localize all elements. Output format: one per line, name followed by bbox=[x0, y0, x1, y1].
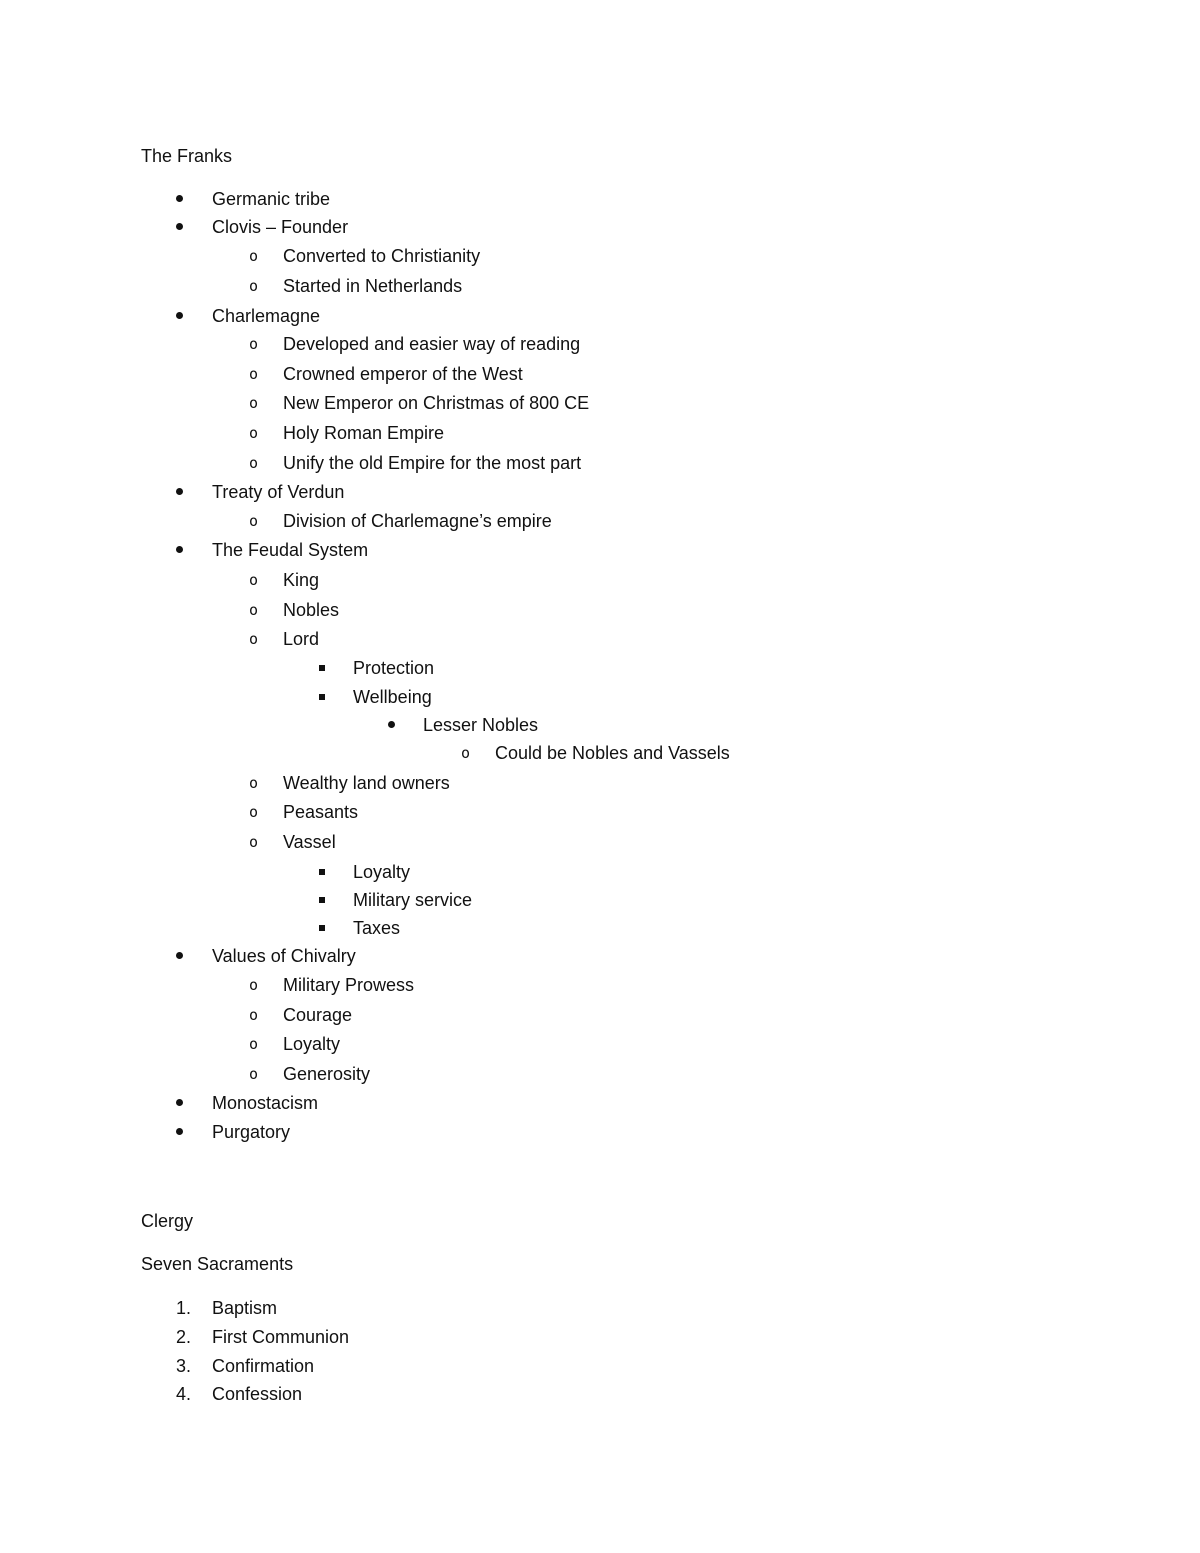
square-bullet-icon bbox=[319, 917, 326, 939]
list-number: 3. bbox=[176, 1356, 192, 1376]
bullet-icon bbox=[176, 188, 184, 210]
square-bullet-icon bbox=[319, 686, 326, 708]
list-item: Confession bbox=[212, 1384, 303, 1404]
list-item: Nobles bbox=[283, 600, 340, 620]
bullet-icon bbox=[176, 945, 184, 967]
circle-bullet-icon: o bbox=[249, 630, 259, 648]
list-item: Developed and easier way of reading bbox=[283, 334, 581, 354]
list-item: Clovis – Founder bbox=[212, 217, 349, 237]
list-number: 1. bbox=[176, 1298, 192, 1318]
list-item: The Feudal System bbox=[212, 540, 369, 560]
list-item: Germanic tribe bbox=[212, 189, 331, 209]
list-item: Taxes bbox=[353, 918, 401, 938]
circle-bullet-icon: o bbox=[249, 247, 259, 265]
list-item: Loyalty bbox=[283, 1034, 341, 1054]
circle-bullet-icon: o bbox=[249, 1035, 259, 1053]
circle-bullet-icon: o bbox=[249, 512, 259, 530]
bullet-icon bbox=[176, 539, 184, 561]
circle-bullet-icon: o bbox=[249, 571, 259, 589]
square-bullet-icon bbox=[319, 861, 326, 883]
list-item: Military Prowess bbox=[283, 975, 415, 995]
circle-bullet-icon: o bbox=[249, 1065, 259, 1083]
list-item: Division of Charlemagne’s empire bbox=[283, 511, 552, 531]
list-item: Crowned emperor of the West bbox=[283, 364, 523, 384]
list-item: Purgatory bbox=[212, 1122, 291, 1142]
heading-clergy: Clergy bbox=[141, 1211, 194, 1231]
list-item: Vassel bbox=[283, 832, 336, 852]
bullet-icon bbox=[176, 305, 184, 327]
list-item: Values of Chivalry bbox=[212, 946, 356, 966]
circle-bullet-icon: o bbox=[249, 774, 259, 792]
list-item: Generosity bbox=[283, 1064, 371, 1084]
list-item: Converted to Christianity bbox=[283, 246, 481, 266]
circle-bullet-icon: o bbox=[249, 335, 259, 353]
bullet-icon bbox=[176, 1092, 184, 1114]
list-item: King bbox=[283, 570, 320, 590]
square-bullet-icon bbox=[319, 657, 326, 679]
list-number: 4. bbox=[176, 1384, 192, 1404]
bullet-icon bbox=[176, 216, 184, 238]
circle-bullet-icon: o bbox=[249, 1006, 259, 1024]
circle-bullet-icon: o bbox=[249, 365, 259, 383]
list-item: Lesser Nobles bbox=[423, 715, 539, 735]
list-item: Unify the old Empire for the most part bbox=[283, 453, 582, 473]
list-item: Holy Roman Empire bbox=[283, 423, 445, 443]
list-item: New Emperor on Christmas of 800 CE bbox=[283, 393, 590, 413]
list-item: Protection bbox=[353, 658, 435, 678]
circle-bullet-icon: o bbox=[461, 744, 471, 762]
bullet-icon bbox=[176, 1121, 184, 1143]
list-item: Charlemagne bbox=[212, 306, 321, 326]
circle-bullet-icon: o bbox=[249, 833, 259, 851]
list-item: Confirmation bbox=[212, 1356, 315, 1376]
list-item: Wellbeing bbox=[353, 687, 432, 707]
heading-the-franks: The Franks bbox=[141, 146, 233, 166]
list-item: Baptism bbox=[212, 1298, 278, 1318]
list-item: Treaty of Verdun bbox=[212, 482, 345, 502]
square-bullet-icon bbox=[319, 889, 326, 911]
circle-bullet-icon: o bbox=[249, 394, 259, 412]
circle-bullet-icon: o bbox=[249, 424, 259, 442]
list-item: Monostacism bbox=[212, 1093, 319, 1113]
list-item: Wealthy land owners bbox=[283, 773, 450, 793]
list-item: Could be Nobles and Vassels bbox=[495, 743, 730, 763]
circle-bullet-icon: o bbox=[249, 803, 259, 821]
list-item: Military service bbox=[353, 890, 473, 910]
bullet-icon bbox=[388, 714, 396, 736]
heading-seven-sacraments: Seven Sacraments bbox=[141, 1254, 294, 1274]
list-item: Loyalty bbox=[353, 862, 411, 882]
circle-bullet-icon: o bbox=[249, 277, 259, 295]
circle-bullet-icon: o bbox=[249, 601, 259, 619]
list-item: Courage bbox=[283, 1005, 353, 1025]
list-item: Lord bbox=[283, 629, 320, 649]
list-item: Started in Netherlands bbox=[283, 276, 463, 296]
circle-bullet-icon: o bbox=[249, 454, 259, 472]
list-item: Peasants bbox=[283, 802, 359, 822]
list-number: 2. bbox=[176, 1327, 192, 1347]
circle-bullet-icon: o bbox=[249, 976, 259, 994]
bullet-icon bbox=[176, 481, 184, 503]
list-item: First Communion bbox=[212, 1327, 350, 1347]
